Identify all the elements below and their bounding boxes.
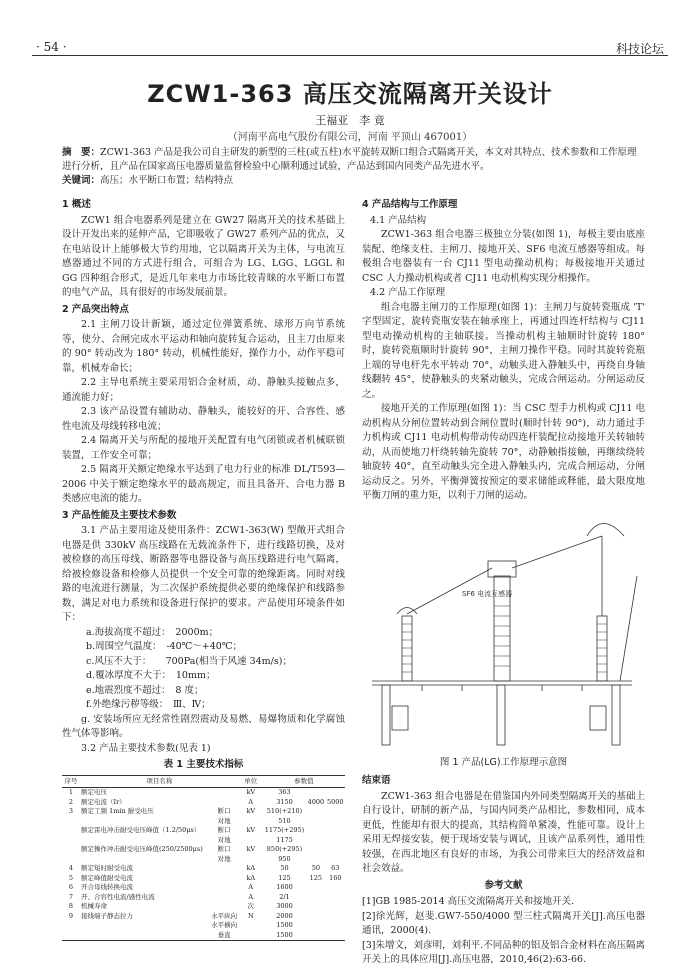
table-cell <box>306 817 325 827</box>
table-cell <box>306 912 325 922</box>
paper-title: ZCW1-363 高压交流隔离开关设计 <box>147 80 553 108</box>
table-cell <box>210 883 239 893</box>
table-cell <box>306 788 325 798</box>
table-row <box>62 855 345 865</box>
table-cell: kA <box>246 864 256 872</box>
subsection-heading: 4.1 产品结构 <box>370 214 427 226</box>
table-cell <box>80 921 210 931</box>
support-leg <box>612 685 620 745</box>
section-heading: 2 产品突出特点 <box>62 303 129 315</box>
support-leg <box>497 685 505 745</box>
table-cell <box>62 836 80 846</box>
table-cell <box>326 836 345 846</box>
table-cell <box>326 855 345 865</box>
table-cell: 断口 <box>217 807 231 815</box>
keywords: 高压；水平断口布置；结构特点 <box>100 175 234 186</box>
table-cell: 50 <box>280 864 289 872</box>
table-row <box>62 788 345 798</box>
table-row <box>62 874 345 884</box>
switch-diagram <box>362 506 645 756</box>
operating-mechanism <box>392 706 408 730</box>
table-cell: 125 <box>278 873 291 882</box>
table-cell: 开合母线转换电流 <box>81 883 133 891</box>
condition-item: a.海拔高度不超过： 2000m； <box>86 626 219 638</box>
table-cell: kV <box>246 826 256 834</box>
table-cell: 9 <box>68 911 74 920</box>
table-cell: 额定操作冲击耐受电压峰值(250/2500μs) <box>81 845 203 853</box>
table-cell <box>326 845 345 855</box>
table-cell <box>306 893 325 903</box>
paragraph: 3.2 产品主要技术参数(见表 1) <box>81 742 211 754</box>
reference-item: [1]GB 1985-2014 高压交流隔离开关和接地开关. <box>362 896 575 907</box>
table-cell <box>210 902 239 912</box>
table-cell: 额定工频 1min 耐受电压 <box>81 807 154 815</box>
figure-1 <box>362 506 645 756</box>
table-title: 表 1 主要技术指标 <box>163 759 244 770</box>
table-cell: 断口 <box>217 826 231 834</box>
table-cell: 机械寿命 <box>81 902 107 910</box>
table-cell: 2000 <box>276 911 293 920</box>
table-cell: 1175 <box>276 835 293 844</box>
table-cell: 5 <box>68 873 74 882</box>
table-cell <box>62 855 80 865</box>
keywords-label: 关键词： <box>62 175 101 186</box>
page-number: · 54 · <box>36 40 67 54</box>
table-cell <box>239 921 263 931</box>
condition-item: b.周围空气温度： -40℃～+40℃； <box>86 641 242 652</box>
table-cell: 对地 <box>217 816 231 825</box>
table-cell: kV <box>246 788 256 796</box>
reference-item: [2]徐光辉，赵斐.GW7-550/4000 型三柱式隔离开关[J].高压电器通讯，2000(4). <box>362 910 645 936</box>
table-cell: 4000 <box>307 797 325 806</box>
affiliation: （河南平高电气股份有限公司，河南 平顶山 467001） <box>227 132 473 143</box>
contact-arc <box>587 523 624 536</box>
table-cell: 363 <box>278 788 291 796</box>
table-cell <box>62 931 80 941</box>
operating-mechanism <box>590 706 606 730</box>
table-cell: 4 <box>68 864 74 872</box>
support-leg <box>382 685 390 745</box>
table-cell <box>326 826 345 836</box>
table-cell: 次 <box>247 902 255 910</box>
paragraph: 2.4 隔离开关与所配的接地开关配置有电气闭锁或者机械联锁装置，工作安全可靠； <box>62 435 345 461</box>
table-cell: A <box>248 797 254 806</box>
paragraph: 2.3 该产品设置有辅助动、静触头，能较好的开、合容性、感性电流及母线转移电流； <box>62 406 345 432</box>
insulator-column <box>402 616 412 681</box>
earth-blade <box>620 576 637 681</box>
table-cell: 3150 <box>276 797 293 806</box>
table-header: 序号 <box>62 775 80 788</box>
table-header: 单位 <box>239 775 263 788</box>
paragraph: ZCW1 组合电器系列是建立在 GW27 隔离开关的技术基础上设计开发出来的延伸产品，它即吸收了 GW27 系列产品的优点，又在电站设计上能够极大节约用地，它以隔离开关为主体，与电流互感器通过不同的方式进行组合，可组合为 LG、LGG、LGGL 和 GG 四种组合形式，是近几年来电力市场比较青睐的水平断口布置的电气产品，具有很好的市场发展前景。 <box>62 214 345 298</box>
table-cell <box>306 826 325 836</box>
left-column <box>62 196 345 941</box>
paragraph: ZCW1-363 组合电器是在借鉴国内外同类型隔离开关的基础上自行设计，研制的新产品，与国内同类产品相比，参数相同，成本更低，性能却有很大的提高，其结构简单紧凑，性能可靠。设计上采用无焊接安装，便于现场安装与调试，且该产品系列性，通用性较强，在西北地区有良好的市场，为我公司带来巨大的经济效益和社会效益。 <box>362 790 645 874</box>
table-cell <box>326 883 345 893</box>
condition-item: e.地震烈度不超过： 8 度； <box>86 684 204 696</box>
table-cell: 对地 <box>217 854 231 863</box>
table-cell: 50 <box>311 864 320 872</box>
table-cell <box>326 912 345 922</box>
paragraph: 3.1 产品主要用途及使用条件：ZCW1-363(W) 型敞开式组合电器是供 330kV 高压线路在无载流条件下，进行线路切换，及对被检修的高压母线、断路器等电器设备与高压线路进行电气隔离，给被检修设备和检修人员提供一个安全可靠的绝缘距离。同时对线路的电流进行测量，为二次保护系统提供必要的绝缘保护和线路参数，满足对电力系统和设备进行保护的要求。产品使用环境条件如下： <box>62 525 345 623</box>
table-cell: kV <box>246 845 256 853</box>
table-cell <box>326 902 345 912</box>
table-cell <box>80 855 210 865</box>
table-cell <box>239 836 263 846</box>
table-cell: 1175(+295) <box>264 826 305 834</box>
table-cell: 3000 <box>276 902 293 910</box>
table-cell: kA <box>246 873 256 882</box>
table-cell: 对地 <box>217 835 231 844</box>
table-cell <box>326 931 345 941</box>
table-cell <box>210 788 239 798</box>
table-row <box>62 817 345 827</box>
table-cell: 3 <box>68 807 74 815</box>
table-cell: 断口 <box>217 845 231 853</box>
table-cell <box>326 807 345 817</box>
table-cell <box>62 817 80 827</box>
table-cell: 5000 <box>327 797 344 806</box>
insulator-column <box>597 616 607 681</box>
paragraph: 2.1 主闸刀设计新颖，通过定位弹簧系统、球形万向节系统等，使分、合闸完成水平运动和轴向旋转复合运动，且主刀由原来的 90° 转动改为 180° 转动，机械性能好，操作力小，动作平稳可靠，机械寿命长； <box>62 319 345 374</box>
table-cell: 2 <box>68 797 74 806</box>
section-heading: 结束语 <box>362 775 391 786</box>
abstract-text: ZCW1-363 产品是我公司自主研发的新型的三柱(或五柱)水平旋转双断口组合式隔离开关，本文对其特点、技术参数和工作原理进行分析，且产品在国家高压电器质量监督检验中心顺利通过试验，产品达到国内同类产品先进水平。 <box>62 147 637 172</box>
table-row <box>62 864 345 874</box>
table-cell <box>80 836 210 846</box>
spec-table-body <box>62 788 345 941</box>
column-name: 科技论坛 <box>615 42 664 56</box>
table-cell: 950 <box>278 854 291 863</box>
table-cell: 7 <box>68 892 74 901</box>
table-cell <box>306 855 325 865</box>
paragraph: 组合电器主闸刀的工作原理(如图 1)：主闸刀与旋转瓷瓶成 'T' 字型固定，旋转瓷瓶安装在轴承座上，再通过四连杆结构与 CJ11 型电动操动机构的主轴联接。当操动机构主轴顺时针旋转 180° 时，旋转瓷瓶顺时针旋转 90°，主闸刀操作平稳。同时其旋转瓷瓶上端的导电杆先水平转动 70°，动触头进入静触头中，再绕自身轴线翻转 45°，使静触头的夹紧动触头，完成合闸运动。分闸运动反之。 <box>362 301 645 400</box>
table-cell: 额定电压 <box>81 788 107 796</box>
subsection-heading: 4.2 产品工作原理 <box>370 287 446 298</box>
section-heading: 4 产品结构与工作原理 <box>362 199 458 210</box>
table-cell: 额定电流（Ir） <box>81 797 126 806</box>
table-cell: 1500 <box>263 931 306 941</box>
table-cell <box>326 817 345 827</box>
table-cell: 接线端子静态拉力 <box>81 911 133 920</box>
table-cell <box>306 807 325 817</box>
table-row <box>62 807 345 817</box>
table-cell: 8 <box>68 902 74 910</box>
table-cell <box>326 788 345 798</box>
table-cell <box>239 931 263 941</box>
table-row <box>62 826 345 836</box>
table-cell <box>62 921 80 931</box>
table-cell: 1500 <box>276 921 293 929</box>
table-cell: 额定峰值耐受电流 <box>81 873 133 882</box>
table-row <box>62 798 345 808</box>
table-cell <box>326 893 345 903</box>
table-cell: 垂直 <box>210 931 239 941</box>
table-cell <box>210 893 239 903</box>
table-cell <box>80 931 210 941</box>
table-cell: 125 <box>309 873 323 882</box>
condition-item: g. 安装场所应无经常性剧烈震动及易燃、易爆物质和化学腐蚀性气体等影响。 <box>62 713 345 739</box>
table-cell: 额定短时耐受电流 <box>81 864 133 872</box>
condition-item: f.外绝缘污秽等级： Ⅲ、Ⅳ； <box>86 699 211 710</box>
abstract <box>62 146 642 188</box>
table-cell <box>306 931 325 941</box>
table-cell: A <box>248 892 254 901</box>
table-header: 参数值 <box>263 775 345 788</box>
table-cell <box>326 921 345 931</box>
table-cell: kV <box>246 807 256 815</box>
table-cell: 160 <box>329 873 342 882</box>
condition-item: d.覆冰厚度不大于： 10mm； <box>86 670 216 681</box>
table-row <box>62 883 345 893</box>
table-cell: N <box>247 911 254 920</box>
table-cell: 1600 <box>276 883 293 891</box>
table-cell: 510(+210) <box>266 807 303 815</box>
header-rule <box>32 55 668 56</box>
table-cell: 1 <box>68 788 74 796</box>
right-column <box>362 196 645 968</box>
sf6-label: SF6 电流互感器 <box>462 589 513 598</box>
table-cell <box>210 798 239 808</box>
condition-item: c.风压不大于： 700Pa(相当于风速 34m/s)； <box>86 655 292 667</box>
table-cell: 水平横向 <box>211 921 238 929</box>
table-cell: 水平纵向 <box>211 911 238 920</box>
figure-caption: 图 1 产品(LG)工作原理示意图 <box>439 756 568 768</box>
table-row <box>62 912 345 922</box>
ct-head <box>488 561 516 577</box>
table-cell: 850(+295) <box>266 845 303 853</box>
table-cell: 额定雷电冲击耐受电压峰值（1.2/50μs） <box>81 826 201 834</box>
table-cell <box>239 817 263 827</box>
reference-item: [3]朱增文，刘彦明，刘利平.不同品种的铝及铝合金材料在高压隔离开关上的具体应用[J].高压电器，2010,46(2):63-66. <box>362 939 645 965</box>
table-row <box>62 902 345 912</box>
table-cell <box>80 817 210 827</box>
table-cell <box>306 902 325 912</box>
paragraph: 2.5 隔离开关额定绝缘水平达到了电力行业的标准 DL/T593—2006 中关于额定绝缘水平的最高规定，而且具备开、合电力器 B 类感应电流的能力。 <box>62 464 345 504</box>
table-cell: 开、合容性电流/感性电流 <box>81 892 155 901</box>
paragraph: ZCW1-363 组合电器三极独立分装(如图 1)，每极主要由底座装配、绝缘支柱、主闸刀、接地开关、SF6 电流互感器等组成。每极组合电器装有一台 CJ11 型电动操动机构；每极接地开关通过 CSC 人力操动机构或者 CJ11 电动机构实现分相操作。 <box>362 229 645 284</box>
section-heading: 3 产品性能及主要技术参数 <box>62 509 177 521</box>
table-cell <box>62 826 80 836</box>
table-cell <box>306 883 325 893</box>
table-cell: 6 <box>68 883 74 891</box>
table-cell <box>239 855 263 865</box>
table-cell: 63 <box>331 864 340 872</box>
authors: 王福亚 李 竟 <box>315 114 385 127</box>
table-row <box>62 931 345 941</box>
abstract-label: 摘 要： <box>62 147 101 158</box>
paragraph: 2.2 主导电系统主要采用铝合金材质，动、静触头接触点多，通流能力好； <box>62 377 345 403</box>
table-row <box>62 921 345 931</box>
table-row <box>62 893 345 903</box>
table-cell: 2/1 <box>279 892 290 901</box>
table-cell: 510 <box>278 816 291 825</box>
references-title: 参考文献 <box>484 879 523 891</box>
table-row <box>62 845 345 855</box>
table-cell <box>306 921 325 931</box>
spec-table <box>62 775 345 942</box>
section-heading: 1 概述 <box>62 199 91 210</box>
table-cell <box>210 874 239 884</box>
table-cell <box>306 836 325 846</box>
main-blade <box>512 536 602 568</box>
table-cell <box>306 845 325 855</box>
table-cell <box>210 864 239 874</box>
paragraph: 接地开关的工作原理(如图 1)：当 CSC 型手力机构或 CJ11 电动机构从分闸位置转动到合闸位置时(顺时针转 90°)，动力通过手力机构或 CJ11 电动机构带动传动四连杆装配拉动接地开关转轴转动，从而使地刀杆绕转轴先旋转 70°，动静触指接触，再继续绕转轴旋转 40°，直至动触头完全进入静触头内，完成合闸运动，分闸运动反之。另外，平衡弹簧按预定的要求储能或释能，最大限度地平衡刀闸的重力矩，以利于刀闸的运动。 <box>362 403 645 501</box>
table-cell: A <box>248 883 254 891</box>
table-row <box>62 836 345 846</box>
table-header: 项目名称 <box>80 775 239 788</box>
table-cell <box>62 845 80 855</box>
